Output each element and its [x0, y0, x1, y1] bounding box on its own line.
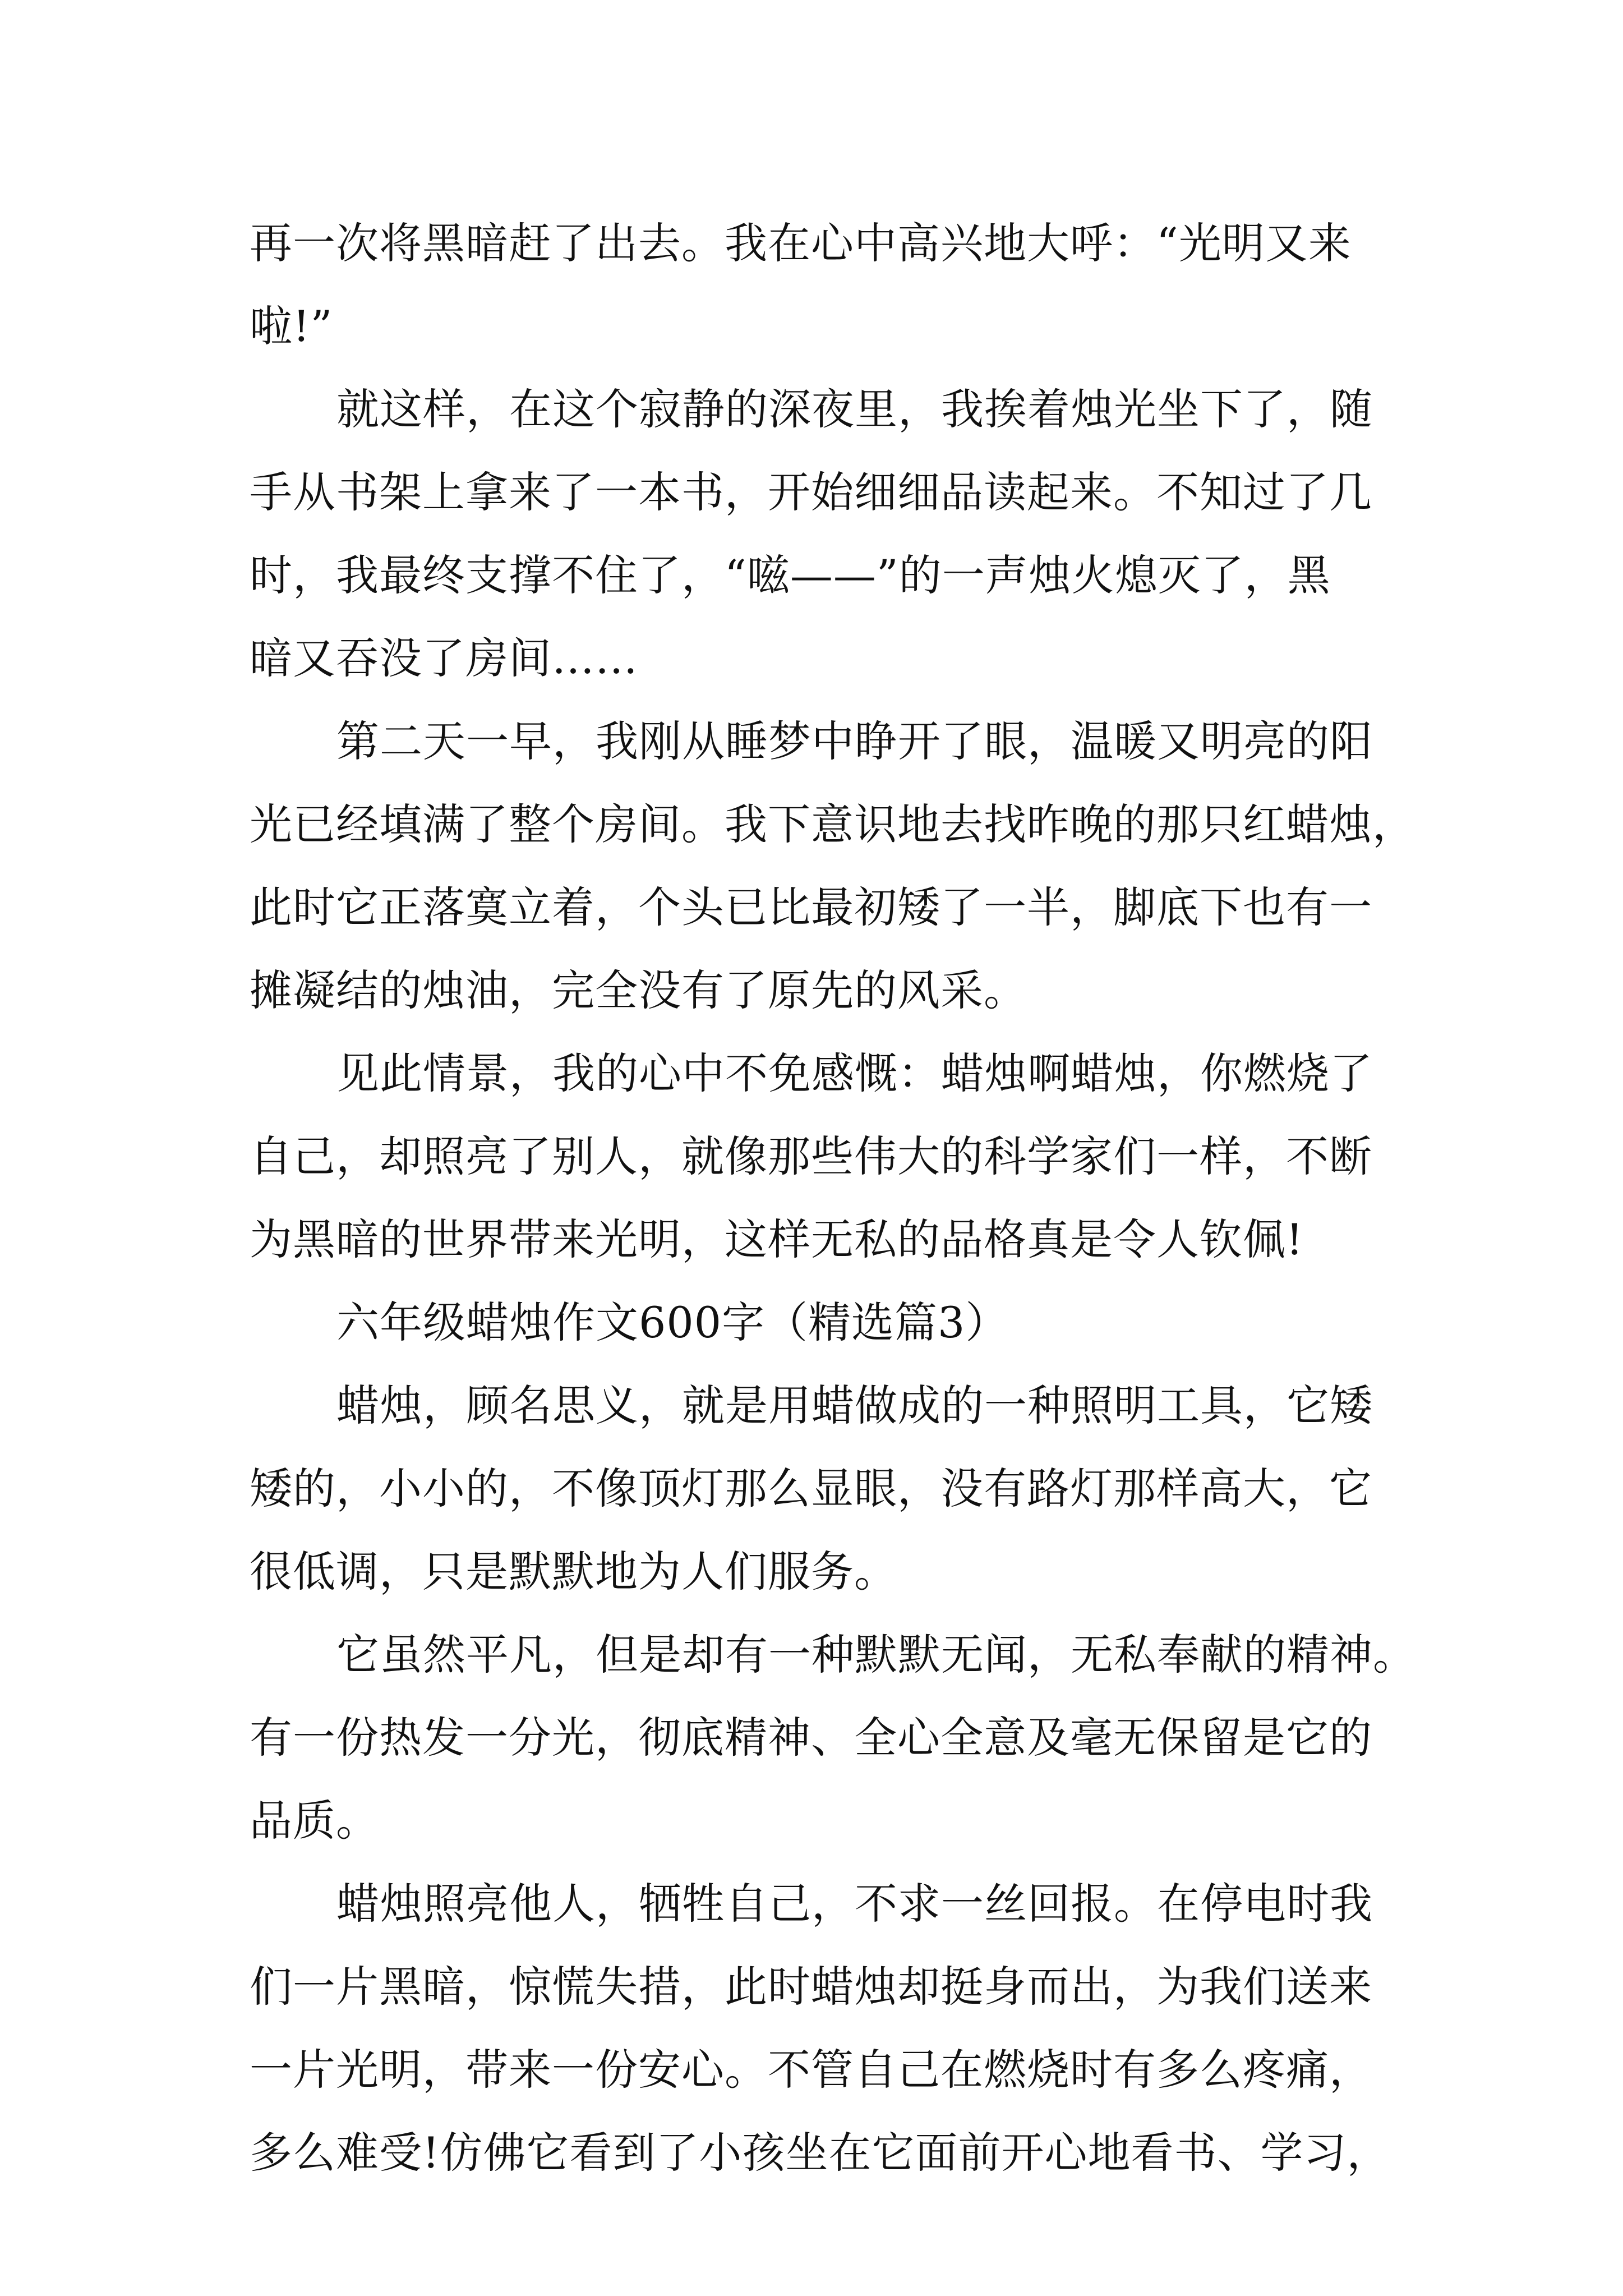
text-line: 为黑暗的世界带来光明，这样无私的品格真是令人钦佩! — [250, 1214, 1304, 1264]
paragraph-first-line: 蜡烛，顾名思义，就是用蜡做成的一种照明工具，它矮 — [336, 1381, 1373, 1430]
text-line: 多么难受!仿佛它看到了小孩坐在它面前开心地看书、学习， — [250, 2128, 1390, 2178]
text-line: 摊凝结的烛油，完全没有了原先的风采。 — [250, 965, 1027, 1015]
text-line: 有一份热发一分光，彻底精神、全心全意及毫无保留是它的 — [250, 1713, 1372, 1763]
paragraph-first-line: 第二天一早，我刚从睡梦中睁开了眼，温暖又明亮的阳 — [336, 716, 1373, 766]
text-line: 暗又吞没了房间…… — [250, 633, 638, 683]
text-line: 此时它正落寞立着，个头已比最初矮了一半，脚底下也有一 — [250, 882, 1372, 932]
text-line: 时，我最终支撑不住了，“嗞——”的一声烛火熄灭了，黑 — [250, 550, 1331, 600]
text-line: 一片光明，带来一份安心。不管自己在燃烧时有多么疼痛， — [250, 2045, 1372, 2095]
text-line: 矮的，小小的，不像顶灯那么显眼，没有路灯那样高大，它 — [250, 1464, 1372, 1513]
text-line: 们一片黑暗，惊慌失措，此时蜡烛却挺身而出，为我们送来 — [250, 1962, 1372, 2012]
section-heading: 六年级蜡烛作文600字（精选篇3） — [336, 1297, 1009, 1347]
text-line: 自己，却照亮了别人，就像那些伟大的科学家们一样，不断 — [250, 1131, 1372, 1181]
text-line: 光已经填满了整个房间。我下意识地去找昨晚的那只红蜡烛， — [250, 799, 1415, 849]
text-line: 很低调，只是默默地为人们服务。 — [250, 1547, 897, 1596]
paragraph-first-line: 见此情景，我的心中不免感慨：蜡烛啊蜡烛，你燃烧了 — [336, 1048, 1373, 1098]
text-line: 啦!” — [250, 301, 333, 351]
text-line: 再一次将黑暗赶了出去。我在心中高兴地大呼：“光明又来 — [250, 218, 1352, 268]
paragraph-first-line: 就这样，在这个寂静的深夜里，我挨着烛光坐下了，随 — [336, 384, 1373, 434]
paragraph-first-line: 它虽然平凡，但是却有一种默默无闻，无私奉献的精神。 — [336, 1630, 1416, 1680]
paragraph-first-line: 蜡烛照亮他人，牺牲自己，不求一丝回报。在停电时我 — [336, 1879, 1373, 1929]
text-line: 品质。 — [250, 1796, 379, 1846]
text-line: 手从书架上拿来了一本书，开始细细品读起来。不知过了几 — [250, 467, 1372, 517]
document-page — [250, 202, 1416, 2194]
